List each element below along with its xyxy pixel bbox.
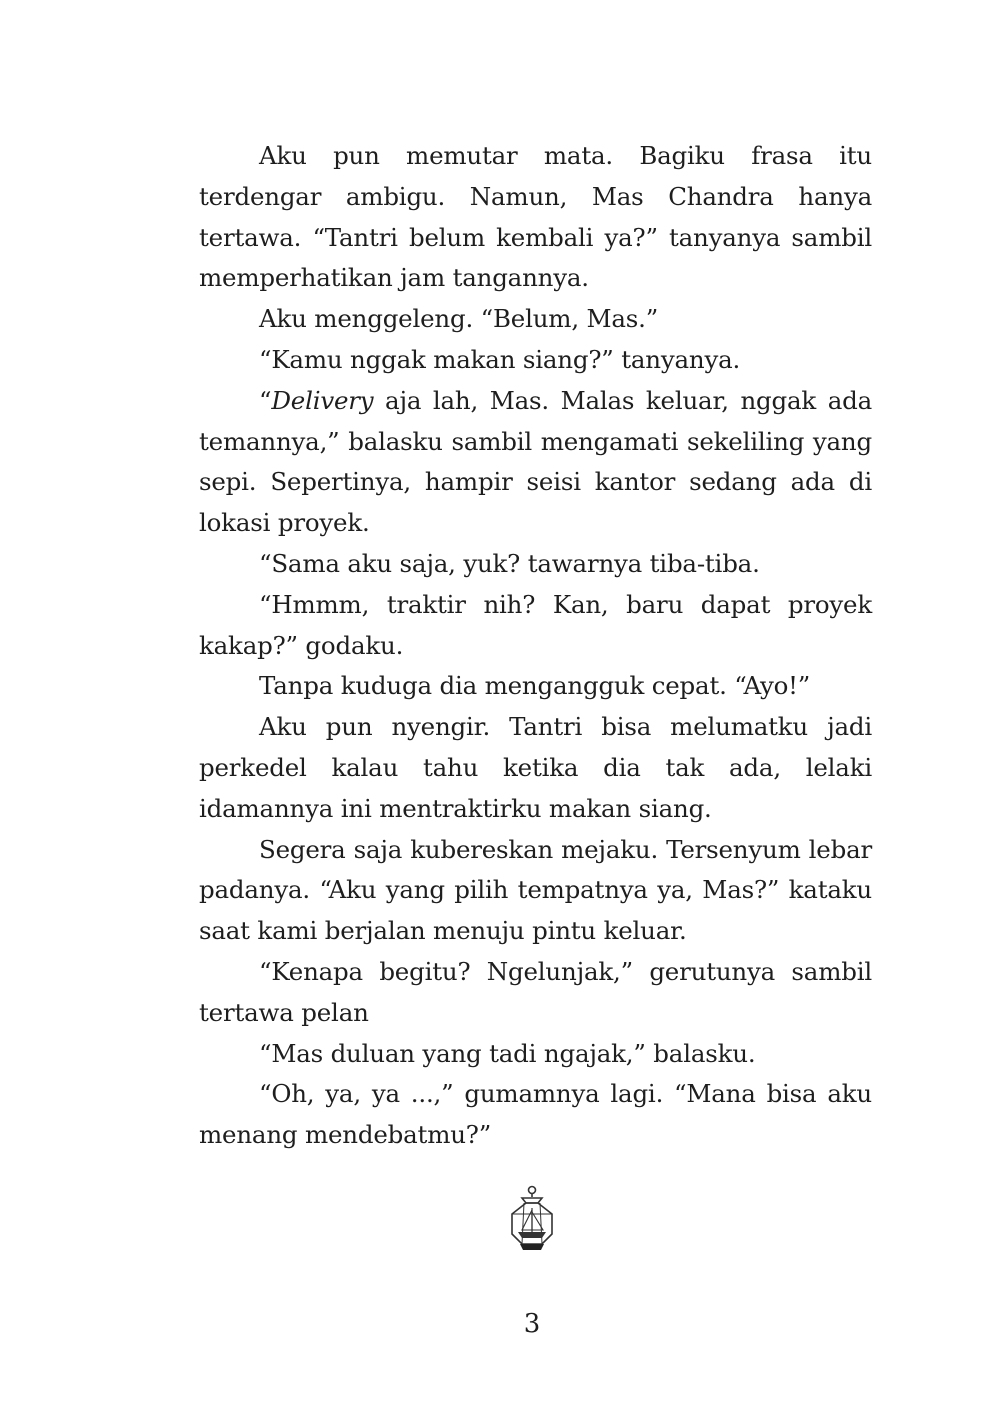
italic-word: Delivery	[271, 385, 374, 415]
paragraph-3: “Kamu nggak makan siang?” tanyanya.	[259, 344, 741, 374]
paragraph-5: “Sama aku saja, yuk? tawarnya tiba-tiba.	[259, 548, 760, 578]
paragraph-11: “Mas duluan yang tadi ngajak,” balasku.	[259, 1038, 756, 1068]
page-number: 3	[523, 1309, 541, 1339]
body-text	[199, 136, 872, 1156]
paragraph-4: “Delivery aja lah, Mas. Malas keluar, nggak ada temannya,” balasku sambil mengamati sekeliling yang sepi. Sepertinya, hampir seisi kantor sedang ada di lokasi proyek.	[199, 385, 872, 538]
paragraph-10: “Kenapa begitu? Ngelunjak,” gerutunya sambil tertawa pelan	[199, 956, 872, 1027]
paragraph-7: Tanpa kuduga dia mengangguk cepat. “Ayo!”	[259, 671, 811, 701]
paragraph-8: Aku pun nyengir. Tantri bisa melumatku jadi perkedel kalau tahu ketika dia tak ada, lelaki idamannya ini mentraktirku makan siang.	[199, 712, 872, 823]
ship-in-lantern-icon	[500, 1184, 564, 1256]
paragraph-9: Segera saja kubereskan mejaku. Tersenyum lebar padanya. “Aku yang pilih tempatnya ya, Mas?” kataku saat kami berjalan menuju pintu keluar.	[199, 834, 872, 946]
paragraph-12: “Oh, ya, ya ...,” gumamnya lagi. “Mana bisa aku menang mendebatmu?”	[199, 1079, 872, 1150]
paragraph-1: Aku pun memutar mata. Bagiku frasa itu terdengar ambigu. Namun, Mas Chandra hanya tertawa. “Tantri belum kembali ya?” tanyanya sambil memperhatikan jam tangannya.	[199, 141, 872, 293]
paragraph-6: “Hmmm, traktir nih? Kan, baru dapat proyek kakap?” godaku.	[199, 589, 872, 660]
paragraph-2: Aku menggeleng. “Belum, Mas.”	[259, 304, 659, 334]
